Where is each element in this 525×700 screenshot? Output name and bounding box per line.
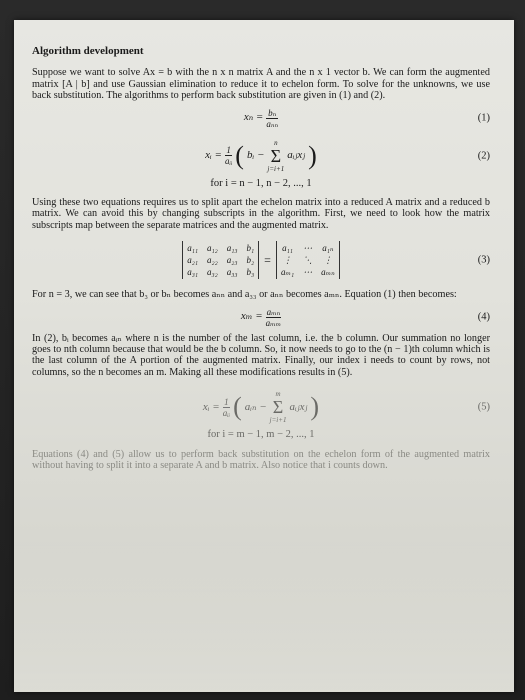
augmented-matrix-cell: b₃ xyxy=(246,267,255,278)
eq2-fraction xyxy=(225,145,232,166)
general-matrix-cell: ⋮ xyxy=(283,255,293,266)
general-matrix-cell: aₘₙ xyxy=(321,267,335,278)
section-heading: Algorithm development xyxy=(32,45,144,57)
eq1-denominator: aₙₙ xyxy=(266,118,279,129)
paragraph-conclusion: Equations (4) and (5) allow us to perform back substitution on the echelon form of the augmented matrix without having to split it into a separate A and b matrix. Also notice that i counts down. xyxy=(32,448,490,472)
augmented-matrix-cell: b₂ xyxy=(246,255,255,266)
eq2-sum-top: n xyxy=(274,138,278,147)
general-matrix-cell: a₁ₙ xyxy=(322,243,334,254)
eq5-numerator: 1 xyxy=(224,396,229,407)
eq1-lhs: xₙ = xyxy=(243,111,264,124)
eq4-label: (4) xyxy=(477,311,490,323)
eq5-sum-bottom: j=i+1 xyxy=(269,416,287,425)
eq5-lhs: xᵢ = xyxy=(202,400,220,413)
augmented-matrix-cell: a₃₃ xyxy=(226,267,238,278)
equation-2: xᵢ = $\frac{1}{\text{aᵢᵢ}}$ ( bᵢ − n Σ j=i+1 aᵢⱼxⱼ ) (2) xyxy=(205,138,490,173)
equation-1 xyxy=(32,108,490,129)
eq2-lhs: xᵢ = xyxy=(205,148,222,161)
eq5-range: for i = m − 1, m − 2, ..., 1 xyxy=(207,429,315,441)
eq4-numerator: aₘₙ xyxy=(266,306,281,317)
paragraph-example: For n = 3, we can see that b₃ or bₙ becomes aₙₙ and a₃₃ or aₙₙ becomes aₘₙ. Equation (1) then becomes: xyxy=(32,289,457,301)
eq2-denominator: aᵢᵢ xyxy=(224,156,233,167)
eq2-numerator: 1 xyxy=(226,145,231,156)
general-matrix-cell: a₁₁ xyxy=(282,243,293,254)
eq4-fraction xyxy=(266,307,282,328)
general-matrix-cell: ⋱ xyxy=(303,255,313,266)
augmented-matrix xyxy=(182,241,259,279)
augmented-matrix-cell: a₁₃ xyxy=(226,243,238,254)
paragraph-modifications: In (2), bᵢ becomes aᵢₙ where n is the number of the last column, i.e. the b column. Our summation no longer goes to nth column because that would be the b column. So, it now needs to go to the (n − 1)th column which is the last column of the A portion of the augmented matrix. Finally, our index i needs to count by rows, not columns, so the n becomes an m. Making all these modifications results in (5). xyxy=(32,332,490,378)
augmented-matrix-cell: a₁₁ xyxy=(187,243,198,254)
general-matrix-cell: ⋯ xyxy=(303,267,313,278)
augmented-matrix-cell: a₃₂ xyxy=(206,267,218,278)
general-matrix-cell: ⋮ xyxy=(323,255,333,266)
augmented-matrix-cell: a₂₃ xyxy=(226,255,238,266)
eq5-label: (5) xyxy=(477,401,490,413)
equation-4 xyxy=(32,307,490,328)
augmented-matrix-cell: a₂₂ xyxy=(206,255,218,266)
eq5-term: aᵢⱼxⱼ xyxy=(289,400,308,413)
eq2-sum-bottom: j=i+1 xyxy=(267,164,285,173)
augmented-matrix-cell: b₁ xyxy=(246,243,255,254)
eq5-ai: aᵢₙ − xyxy=(244,400,267,413)
equation-3: a₁₁ a₁₂ a₁₃ b₁ a₂₁ a₂₂ a₂₃ b₂ a₃₁ a₃₂ a₃₃ b₃ = a₁₁ ⋯ a₁ₙ ⋮ ⋱ ⋮ aₘ₁ ⋯ aₘₙ (3) xyxy=(32,241,490,279)
eq2-term: aᵢⱼxⱼ xyxy=(287,148,306,161)
paragraph-split: Using these two equations requires us to split apart the echelon matrix into a reduced A matrix and a reduced b matrix. We can avoid this by changing subscripts in the algorithm. First, we need to look how the matrix subscripts map between the separate matrices and the augmented matrix. xyxy=(32,197,490,231)
eq1-fraction xyxy=(266,108,278,129)
eq2-range: for i = n − 1, n − 2, ..., 1 xyxy=(210,177,312,189)
eq2-bi: bᵢ − xyxy=(246,148,265,161)
eq4-lhs: xₘ = xyxy=(240,310,263,323)
eq1-numerator: bₙ xyxy=(268,107,277,118)
augmented-matrix-cell: a₃₁ xyxy=(187,267,198,278)
equation-5: xᵢ = $\frac{1}{\text{aᵢᵢ}}$ ( aᵢₙ − m Σ j=i+1 aᵢⱼxⱼ ) (5) xyxy=(202,390,490,425)
summation-icon: n Σ j=i+1 xyxy=(267,138,285,173)
eq1-label: (1) xyxy=(477,112,490,124)
document-content xyxy=(32,46,490,478)
eq5-sum-top: m xyxy=(275,390,281,399)
general-matrix-cell: ⋯ xyxy=(303,243,313,254)
augmented-matrix-cell: a₂₁ xyxy=(187,255,198,266)
eq5-fraction xyxy=(223,397,230,418)
augmented-matrix-cell: a₁₂ xyxy=(206,243,218,254)
eq5-denominator: aᵢᵢ xyxy=(222,407,231,418)
eq4-denominator: aₘₘ xyxy=(265,317,282,328)
eq2-label: (2) xyxy=(477,149,490,161)
general-matrix xyxy=(276,241,340,279)
summation-icon: m Σ j=i+1 xyxy=(269,390,287,425)
document-page xyxy=(14,20,514,692)
general-matrix-cell: aₘ₁ xyxy=(280,267,295,278)
paragraph-intro: Suppose we want to solve Ax = b with the n x n matrix A and the n x 1 vector b. We can form the augmented matrix [A | b] and use Gaussian elimination to reduce it to echelon form. To solve for the unknowns, we use back substitution. The algorithms to perform back substitution are given in (1) and (2). xyxy=(32,67,490,102)
eq3-label: (3) xyxy=(477,254,490,266)
